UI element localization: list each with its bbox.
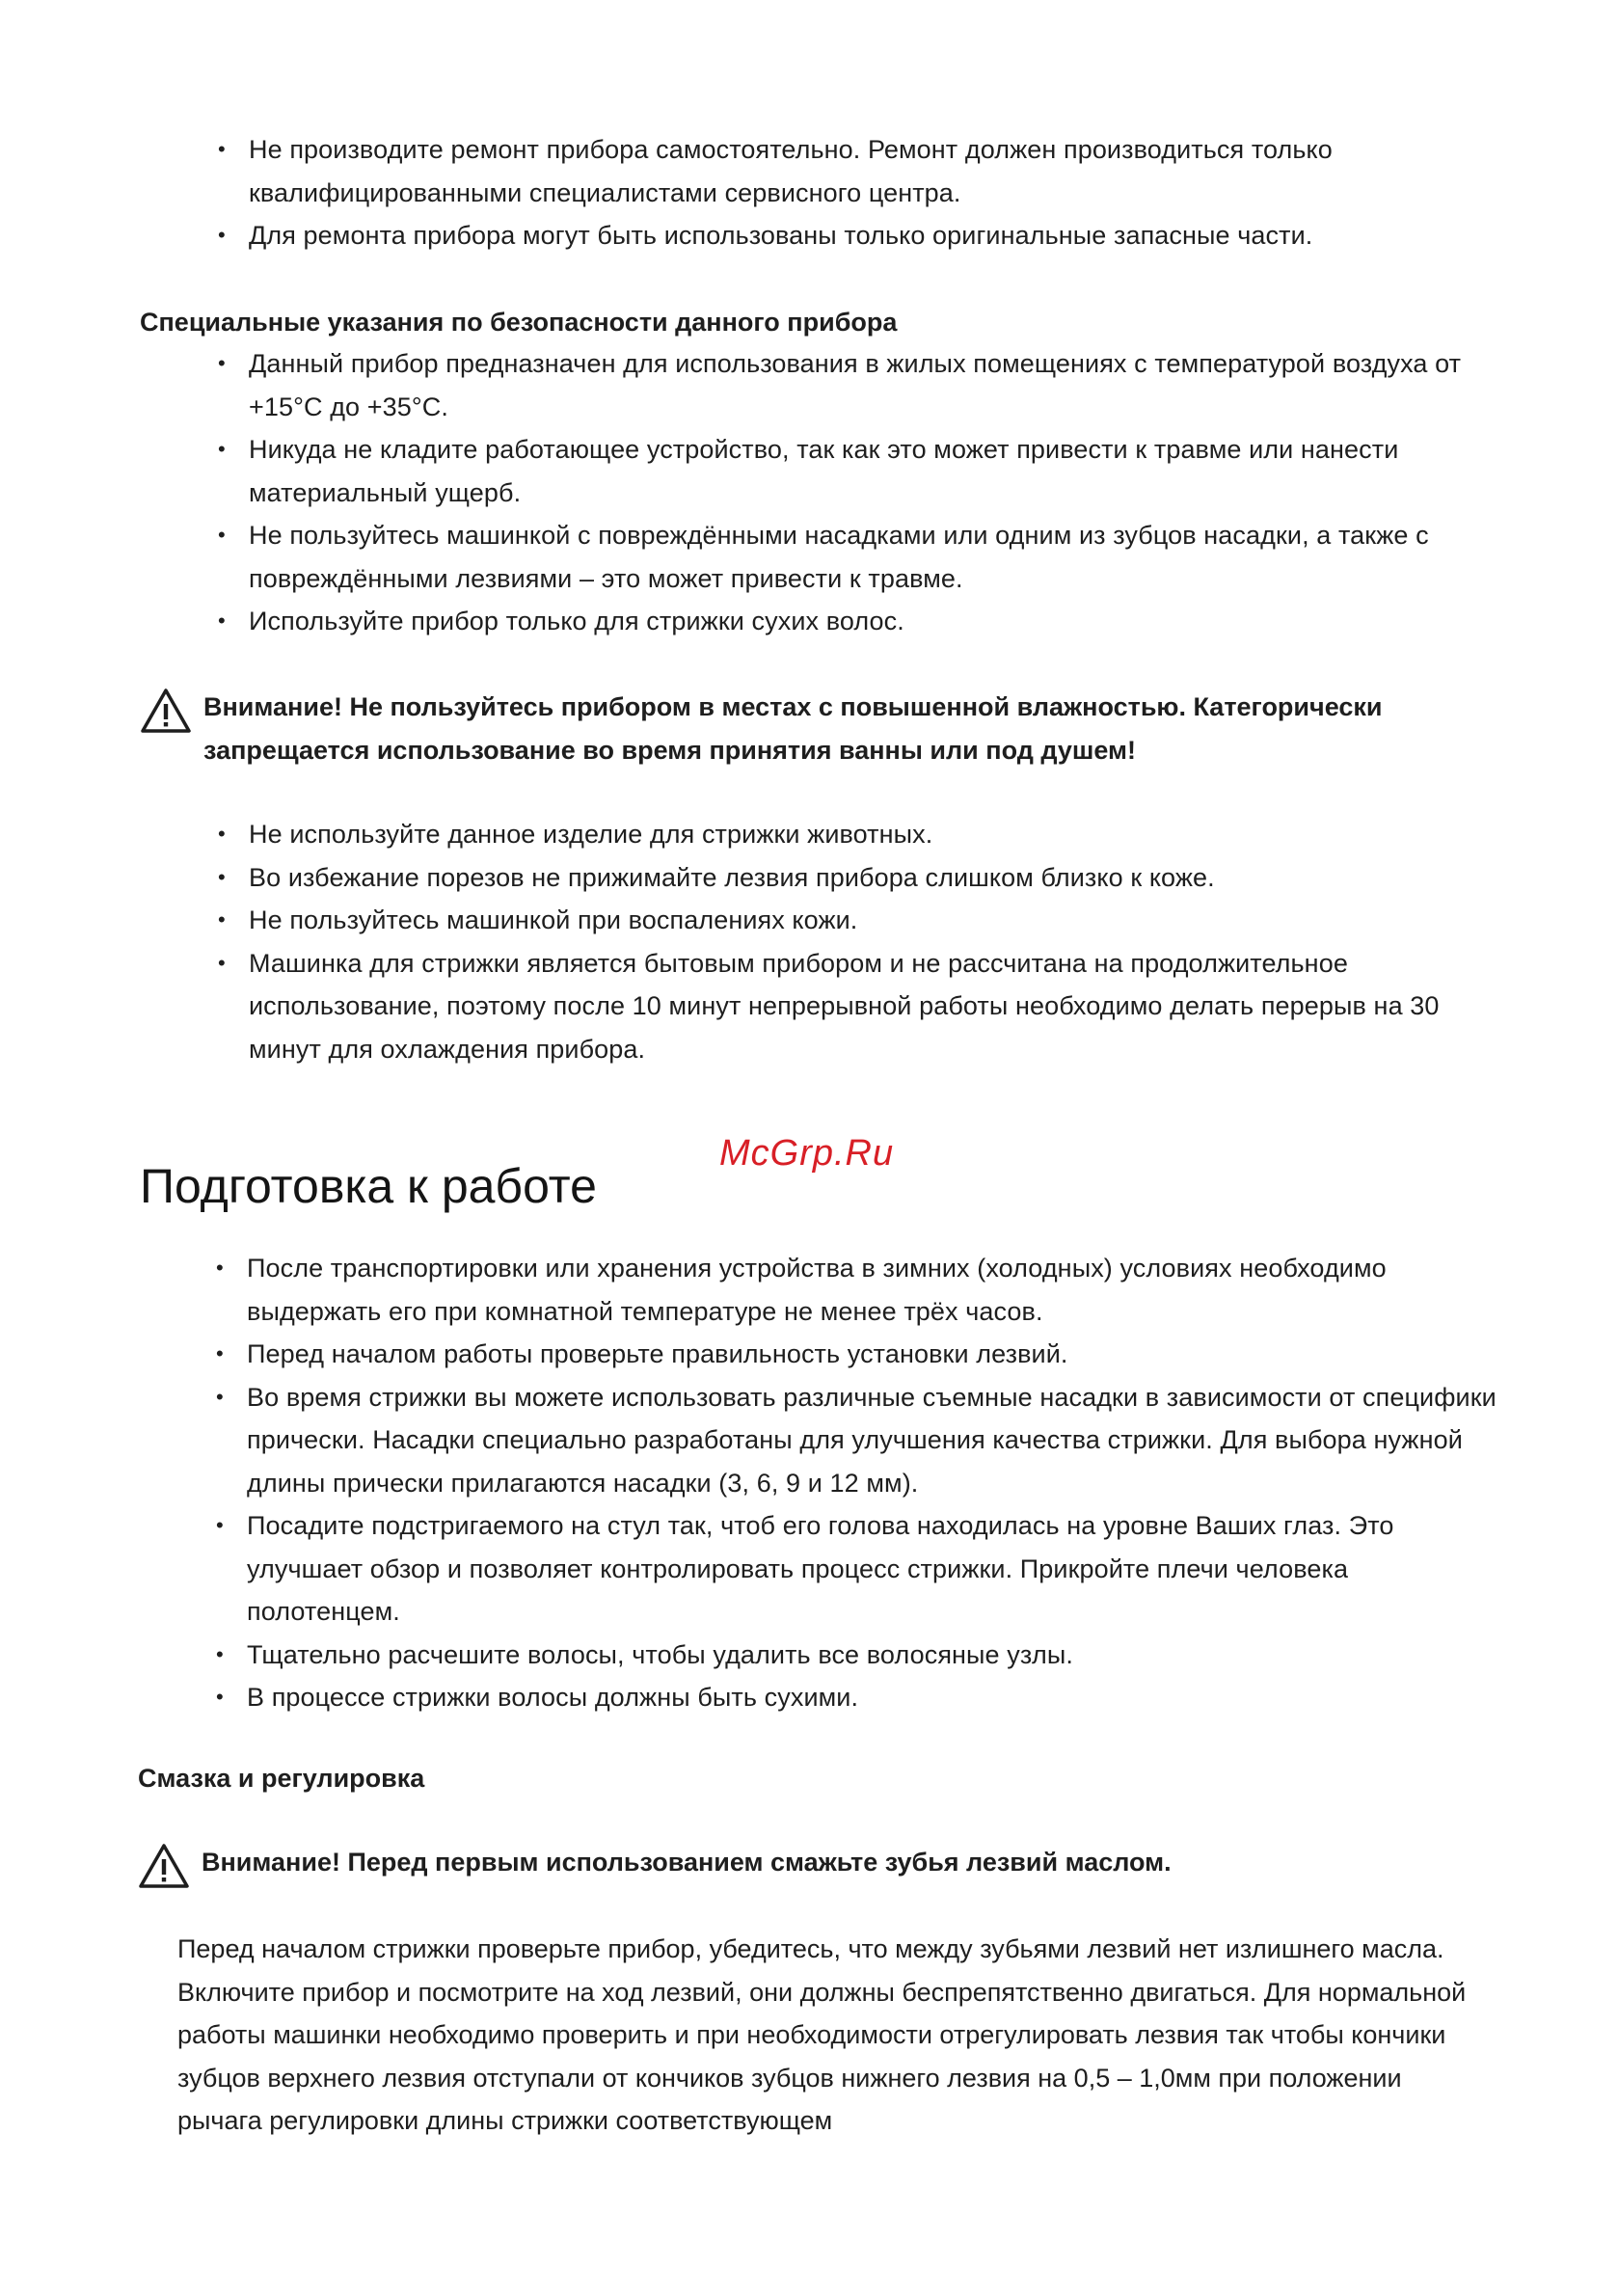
- bullet-icon: •: [216, 1513, 224, 1537]
- lubrication-heading: Смазка и регулировка: [138, 1764, 425, 1793]
- bullet-icon: •: [218, 223, 226, 247]
- preparation-list: [216, 1247, 1508, 1719]
- bullet-icon: •: [216, 1341, 224, 1365]
- humidity-warning: [140, 686, 1490, 774]
- list-item: • Тщательно расчешите волосы, чтобы удалить все волосяные узлы.: [216, 1634, 1508, 1677]
- bullet-icon: •: [216, 1384, 224, 1409]
- list-item: • В процессе стрижки волосы должны быть сухими.: [216, 1676, 1508, 1719]
- list-item: • Данный прибор предназначен для использования в жилых помещениях с температурой воздуха от +15°C до +35°C.: [218, 342, 1510, 428]
- bullet-icon: •: [218, 137, 226, 161]
- bullet-icon: •: [218, 907, 226, 932]
- list-item: • Используйте прибор только для стрижки сухих волос.: [218, 600, 1510, 643]
- bullet-icon: •: [218, 950, 226, 975]
- list-item: • Во время стрижки вы можете использовать различные съемные насадки в зависимости от специфики прически. Насадки специально разработаны для улучшения качества стрижки. Для выбора нужной длины прически прилагаются насадки (3, 6, 9 и 12 мм).: [216, 1376, 1508, 1505]
- bullet-icon: •: [218, 351, 226, 375]
- bullet-icon: •: [218, 822, 226, 846]
- list-item: • Во избежание порезов не прижимайте лезвия прибора слишком близко к коже.: [218, 856, 1510, 900]
- special-safety-list: [218, 342, 1510, 643]
- bullet-icon: •: [216, 1256, 224, 1280]
- bullet-icon: •: [218, 437, 226, 461]
- lubrication-paragraph: Перед началом стрижки проверьте прибор, убедитесь, что между зубьями лезвий нет излишнего масла. Включите прибор и посмотрите на ход лезвий, они должны беспрепятственно двигаться. Для нормальной работы машинки необходимо проверить и при необходимости отрегулировать лезвия так чтобы кончики зубцов верхнего лезвия отступали от кончиков зубцов нижнего лезвия на 0,5 – 1,0мм при положении рычага регулировки длины стрижки соответствующем: [177, 1934, 1467, 2135]
- bullet-icon: •: [216, 1685, 224, 1709]
- list-item: • Машинка для стрижки является бытовым прибором и не рассчитана на продолжительное использование, поэтому после 10 минут непрерывной работы необходимо делать перерыв на 30 минут для охлаждения прибора.: [218, 942, 1510, 1071]
- bullet-icon: •: [216, 1641, 224, 1666]
- warning-triangle-icon: [140, 688, 192, 734]
- list-item: • Не пользуйтесь машинкой при воспалениях кожи.: [218, 899, 1510, 942]
- lubrication-warning: [138, 1841, 1488, 1889]
- watermark: McGrp.Ru: [719, 1133, 895, 1174]
- list-item: • Перед началом работы проверьте правильность установки лезвий.: [216, 1333, 1508, 1376]
- list-item: • Никуда не кладите работающее устройство, так как это может привести к травме или нанести материальный ущерб.: [218, 428, 1510, 514]
- list-item: • Не пользуйтесь машинкой с повреждёнными насадками или одним из зубцов насадки, а также с повреждёнными лезвиями – это может привести к травме.: [218, 514, 1510, 600]
- bullet-icon: •: [218, 523, 226, 547]
- warning-text: Внимание! Перед первым использованием смажьте зубья лезвий маслом.: [202, 1848, 1172, 1877]
- section-title: Подготовка к работе: [140, 1159, 597, 1213]
- bullet-icon: •: [218, 608, 226, 633]
- list-item: • Для ремонта прибора могут быть использованы только оригинальные запасные части.: [218, 214, 1510, 257]
- warning-text: Внимание! Не пользуйтесь прибором в местах с повышенной влажностью. Категорически запрещается использование во время принятия ванны или под душем!: [203, 692, 1383, 765]
- list-item: • После транспортировки или хранения устройства в зимних (холодных) условиях необходимо выдержать его при комнатной температуре не менее трёх часов.: [216, 1247, 1508, 1333]
- special-safety-heading: Специальные указания по безопасности данного прибора: [140, 308, 898, 337]
- list-item: • Посадите подстригаемого на стул так, чтоб его голова находилась на уровне Ваших глаз. Это улучшает обзор и позволяет контролировать процесс стрижки. Прикройте плечи человека полотенцем.: [216, 1504, 1508, 1634]
- bullet-icon: •: [218, 864, 226, 889]
- repair-list: [218, 128, 1510, 257]
- list-item: • Не производите ремонт прибора самостоятельно. Ремонт должен производиться только квалифицированными специалистами сервисного центра.: [218, 128, 1510, 214]
- usage-list: [218, 813, 1510, 1070]
- list-item: • Не используйте данное изделие для стрижки животных.: [218, 813, 1510, 856]
- warning-triangle-icon: [138, 1843, 190, 1889]
